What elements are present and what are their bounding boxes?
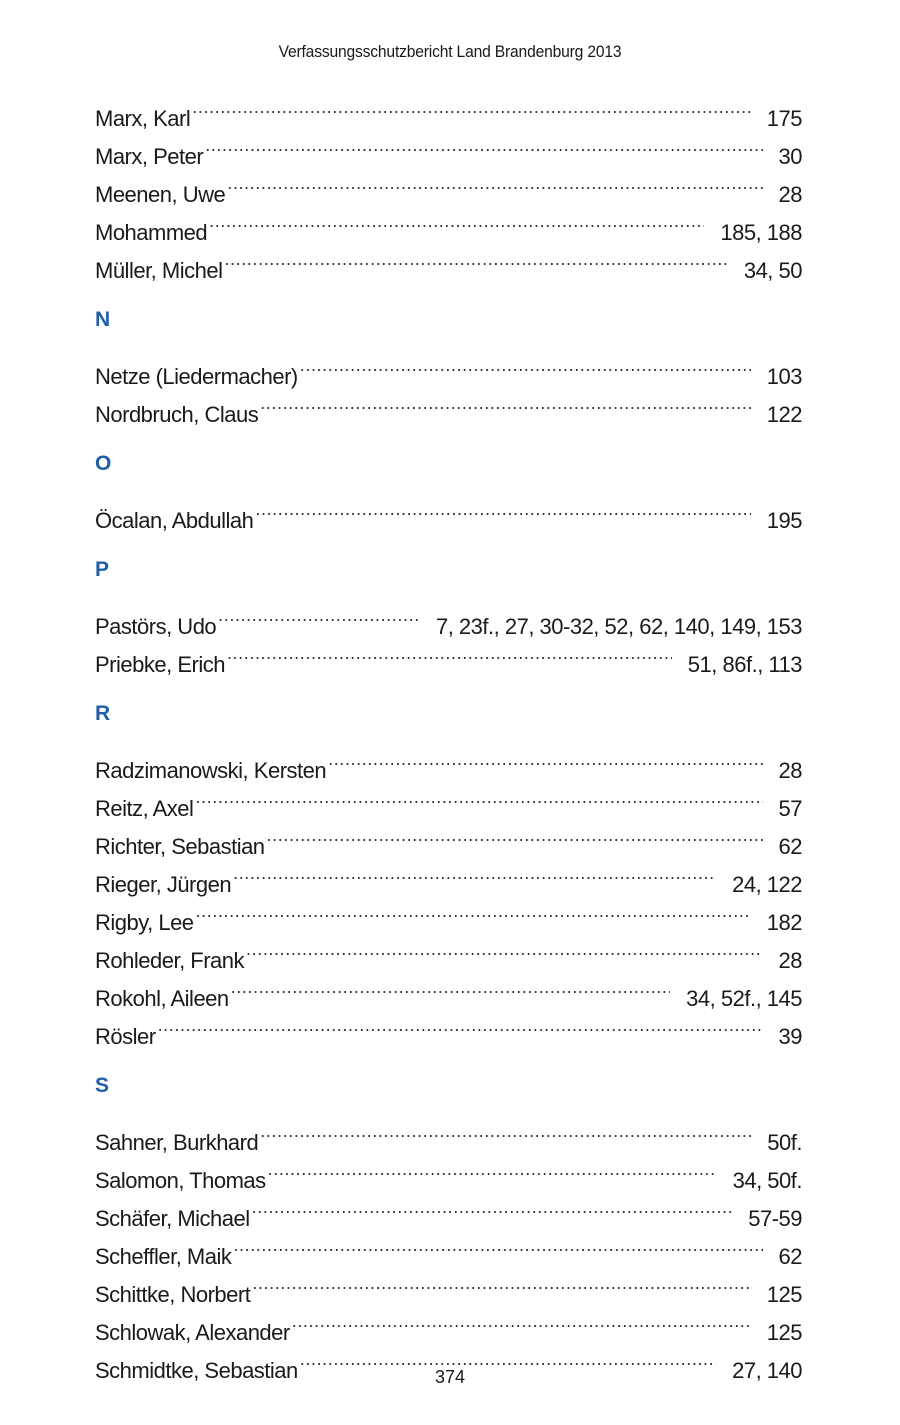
dot-leader (292, 1302, 751, 1340)
dot-leader (233, 854, 716, 892)
dot-leader (224, 240, 727, 278)
index-entry-pages: 125 (766, 1282, 802, 1307)
index-entry-name: Richter, Sebastian (95, 834, 265, 859)
dot-leader (252, 1188, 733, 1226)
index-entry-pages: 27, 140 (732, 1358, 802, 1383)
index-entry-name: Schittke, Norbert (95, 1282, 251, 1307)
index-entry-pages: 7, 23f., 27, 30-32, 52, 62, 140, 149, 153 (435, 614, 802, 639)
index-entry-name: Schlowak, Alexander (95, 1320, 290, 1345)
index-entry-pages: 28 (778, 758, 802, 783)
index-entry-name: Nordbruch, Claus (95, 402, 259, 427)
index-entry (95, 88, 802, 131)
index-entry-pages: 34, 52f., 145 (686, 986, 802, 1011)
index-entry-name: Öcalan, Abdullah (95, 508, 254, 533)
index-group-n (95, 300, 802, 427)
index-entry-name: Reitz, Axel (95, 796, 194, 821)
index-entry-pages: 34, 50 (743, 258, 802, 283)
letter-heading: R (95, 702, 111, 725)
index-entry (95, 892, 802, 935)
index-entry-name: Meenen, Uwe (95, 182, 226, 207)
index-entry-pages: 122 (766, 402, 802, 427)
dot-leader (260, 384, 751, 422)
index-entry-name: Pastörs, Udo (95, 614, 217, 639)
dot-leader (227, 164, 762, 202)
name-index (95, 88, 802, 1383)
dot-leader (267, 816, 763, 854)
dot-leader (300, 346, 751, 384)
dot-leader (195, 778, 762, 816)
index-entry-pages: 62 (778, 1244, 802, 1269)
index-entry-pages: 125 (766, 1320, 802, 1345)
dot-leader (255, 490, 750, 528)
index-entry-name: Radzimanowski, Kersten (95, 758, 327, 783)
index-entry-pages: 62 (778, 834, 802, 859)
index-entry-name: Rieger, Jürgen (95, 872, 232, 897)
letter-heading: O (95, 452, 112, 475)
dot-leader (246, 930, 762, 968)
index-group-o (95, 444, 802, 533)
index-entry-name: Netze (Liedermacher) (95, 364, 298, 389)
dot-leader (233, 1226, 762, 1264)
index-entry-name: Mohammed (95, 220, 208, 245)
dot-leader (205, 126, 762, 164)
letter-heading: S (95, 1074, 110, 1097)
index-entry (95, 930, 802, 973)
dot-leader (231, 968, 671, 1006)
index-entry (95, 778, 802, 821)
index-entry-pages: 28 (778, 948, 802, 973)
index-entry-name: Rigby, Lee (95, 910, 194, 935)
letter-heading: P (95, 558, 110, 581)
index-group-r (95, 694, 802, 1049)
index-entry-name: Priebke, Erich (95, 652, 225, 677)
index-entry-name: Salomon, Thomas (95, 1168, 266, 1193)
index-entry-pages: 182 (766, 910, 802, 935)
index-entry-name: Sahner, Burkhard (95, 1130, 259, 1155)
index-entry-pages: 103 (766, 364, 802, 389)
index-entry-pages: 195 (766, 508, 802, 533)
index-entry-name: Scheffler, Maik (95, 1244, 232, 1269)
index-entry-pages: 39 (778, 1024, 802, 1049)
index-group-p (95, 550, 802, 677)
index-entry-pages: 175 (766, 106, 802, 131)
index-entry-pages: 57 (778, 796, 802, 821)
index-entry (95, 816, 802, 859)
index-entry-name: Schmidtke, Sebastian (95, 1358, 298, 1383)
dot-leader (268, 1150, 717, 1188)
index-entry-pages: 185, 188 (720, 220, 802, 245)
index-entry-pages: 57-59 (748, 1206, 802, 1231)
index-entry-name: Marx, Peter (95, 144, 204, 169)
index-entry (95, 740, 802, 783)
letter-heading: N (95, 308, 111, 331)
index-entry-name: Schäfer, Michael (95, 1206, 250, 1231)
dot-leader (252, 1264, 750, 1302)
running-header: Verfassungsschutzbericht Land Brandenburg 2013 (278, 42, 622, 61)
index-entry-name: Müller, Michel (95, 258, 223, 283)
index-entry-name: Rösler (95, 1024, 156, 1049)
index-entry-pages: 24, 122 (732, 872, 802, 897)
index-entry-pages: 34, 50f. (732, 1168, 802, 1193)
index-entry-pages: 28 (778, 182, 802, 207)
index-entry-name: Marx, Karl (95, 106, 191, 131)
index-group-s (95, 1066, 802, 1383)
index-entry-name: Rokohl, Aileen (95, 986, 229, 1011)
index-entry (95, 596, 802, 639)
dot-leader (158, 1006, 763, 1044)
dot-leader (192, 88, 751, 126)
index-entry (95, 346, 802, 389)
dot-leader (328, 740, 762, 778)
index-entry-name: Rohleder, Frank (95, 948, 245, 973)
page-number: 374 (434, 1367, 466, 1387)
index-entry (95, 1006, 802, 1049)
dot-leader (227, 634, 672, 672)
index-entry (95, 490, 802, 533)
dot-leader (218, 596, 420, 634)
index-entry-pages: 30 (778, 144, 802, 169)
index-entry-pages: 51, 86f., 113 (687, 652, 802, 677)
dot-leader (196, 892, 751, 930)
index-entry (95, 1112, 802, 1155)
index-group-m-continued (95, 88, 802, 283)
dot-leader (260, 1112, 751, 1150)
index-entry (95, 126, 802, 169)
index-entry-pages: 50f. (767, 1130, 802, 1155)
dot-leader (209, 202, 704, 240)
